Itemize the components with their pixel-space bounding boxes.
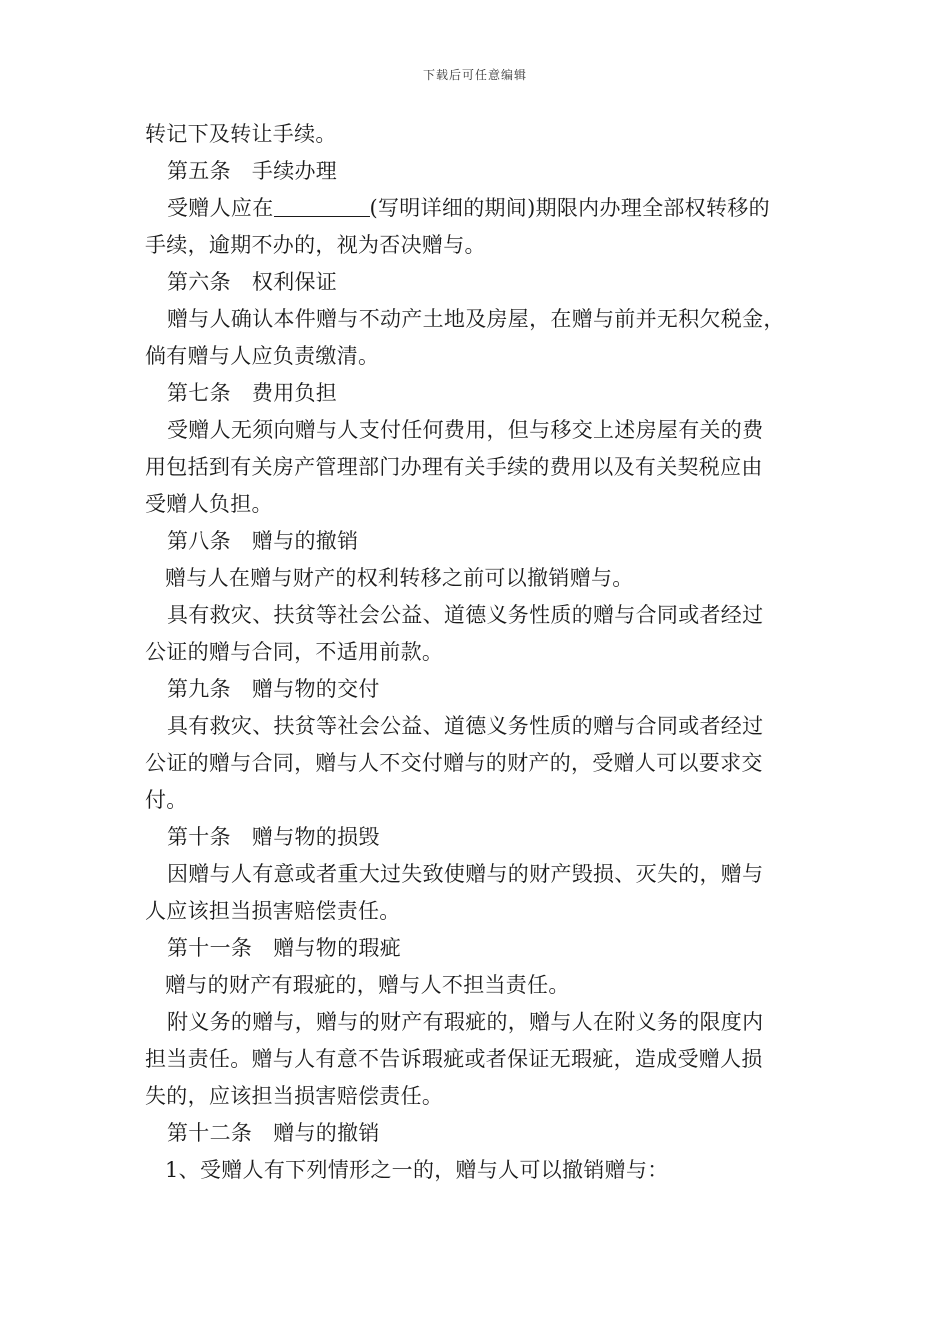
body-line: 赠与人在赠与财产的权利转移之前可以撤销赠与。 <box>165 566 634 590</box>
article-heading <box>145 930 825 967</box>
body-line: 1、受赠人有下列情形之一的，赠与人可以撤销赠与： <box>165 1158 669 1182</box>
article-title: 赠与物的损毁 <box>251 825 380 849</box>
body-line <box>145 190 825 227</box>
article-heading <box>145 375 825 412</box>
article-number: 第九条 <box>167 677 231 701</box>
article-number: 第八条 <box>167 529 231 553</box>
body-line: 赠与的财产有瑕疵的，赠与人不担当责任。 <box>165 973 570 997</box>
article-title: 费用负担 <box>251 381 338 405</box>
body-line: 受赠人负担。 <box>145 492 273 516</box>
article-title: 赠与的撤销 <box>273 1121 380 1145</box>
article-number: 第六条 <box>167 270 231 294</box>
article-heading <box>145 153 825 190</box>
article-number: 第十二条 <box>167 1121 253 1145</box>
article-heading <box>145 523 825 560</box>
body-line: 具有救灾、扶贫等社会公益、道德义务性质的赠与合同或者经过 <box>167 603 764 627</box>
body-line: 具有救灾、扶贫等社会公益、道德义务性质的赠与合同或者经过 <box>167 714 764 738</box>
body-line: 付。 <box>145 788 188 812</box>
body-line: 受赠人无须向赠与人支付任何费用，但与移交上述房屋有关的费 <box>167 418 764 442</box>
article-heading <box>145 819 825 856</box>
body-line: 公证的赠与合同，赠与人不交付赠与的财产的，受赠人可以要求交 <box>145 751 763 775</box>
body-line: 转记下及转让手续。 <box>145 122 337 146</box>
body-text: (写明详细的期间)期限内办理全部权转移的 <box>369 196 770 220</box>
document-body <box>145 116 825 1189</box>
page-header: 下载后可任意编辑 <box>422 68 527 82</box>
article-title: 赠与物的瑕疵 <box>273 936 402 960</box>
article-heading <box>145 671 825 708</box>
body-line: 手续，逾期不办的，视为否决赠与。 <box>145 233 486 257</box>
body-line: 因赠与人有意或者重大过失致使赠与的财产毁损、灭失的，赠与 <box>167 862 764 886</box>
body-line: 用包括到有关房产管理部门办理有关手续的费用以及有关契税应由 <box>145 455 763 479</box>
body-line: 附义务的赠与，赠与的财产有瑕疵的，赠与人在附义务的限度内 <box>167 1010 764 1034</box>
article-heading <box>145 264 825 301</box>
body-line: 失的，应该担当损害赔偿责任。 <box>145 1084 444 1108</box>
article-heading <box>145 1115 825 1152</box>
body-line: 人应该担当损害赔偿责任。 <box>145 899 401 923</box>
body-line: 赠与人确认本件赠与不动产土地及房屋，在赠与前并无积欠税金， <box>167 307 785 331</box>
fill-in-blank <box>274 194 370 217</box>
article-number: 第十条 <box>167 825 231 849</box>
article-title: 手续办理 <box>251 159 338 183</box>
article-title: 赠与的撤销 <box>251 529 359 553</box>
article-number: 第十一条 <box>167 936 253 960</box>
article-title: 赠与物的交付 <box>251 677 380 701</box>
article-number: 第七条 <box>167 381 231 405</box>
article-number: 第五条 <box>167 159 231 183</box>
body-line: 倘有赠与人应负责缴清。 <box>145 344 380 368</box>
article-title: 权利保证 <box>251 270 338 294</box>
body-text: 受赠人应在 <box>167 196 274 220</box>
body-line: 担当责任。赠与人有意不告诉瑕疵或者保证无瑕疵，造成受赠人损 <box>145 1047 763 1071</box>
body-line: 公证的赠与合同，不适用前款。 <box>145 640 444 664</box>
